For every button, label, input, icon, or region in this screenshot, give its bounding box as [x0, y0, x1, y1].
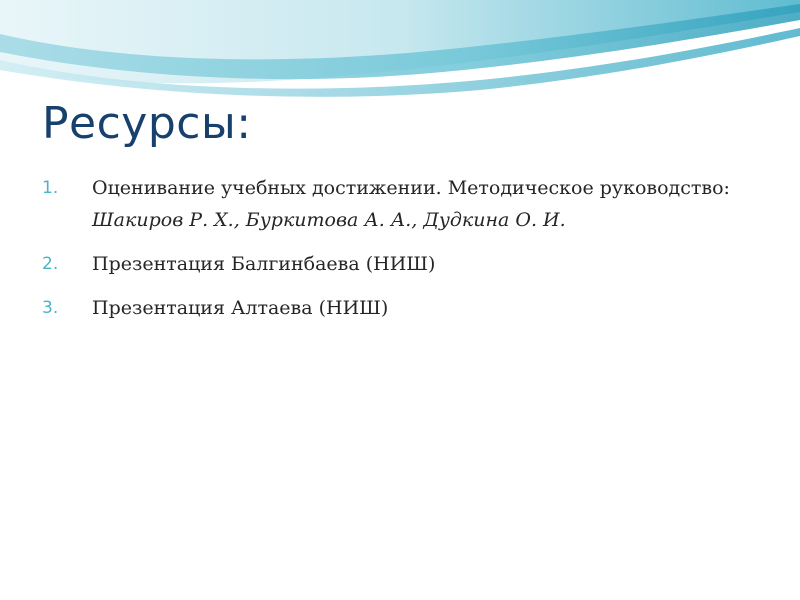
list-item-text	[92, 172, 742, 236]
resource-list	[42, 172, 742, 336]
list-item	[42, 292, 742, 324]
list-item-authors: Шакиров Р. Х., Буркитова А. А., Дудкина О. И.	[92, 209, 566, 231]
decorative-wave-header	[0, 0, 800, 110]
list-number: 3.	[42, 298, 59, 318]
slide-title: Ресурсы:	[42, 98, 252, 149]
list-item-title: Оценивание учебных достижении. Методическое руководство:	[92, 177, 730, 199]
list-item-text: Презентация Алтаева (НИШ)	[92, 297, 389, 319]
list-number: 1.	[42, 178, 59, 198]
list-number: 2.	[42, 254, 59, 274]
list-item-text: Презентация Балгинбаева (НИШ)	[92, 253, 436, 275]
list-item	[42, 172, 742, 236]
list-item	[42, 248, 742, 280]
